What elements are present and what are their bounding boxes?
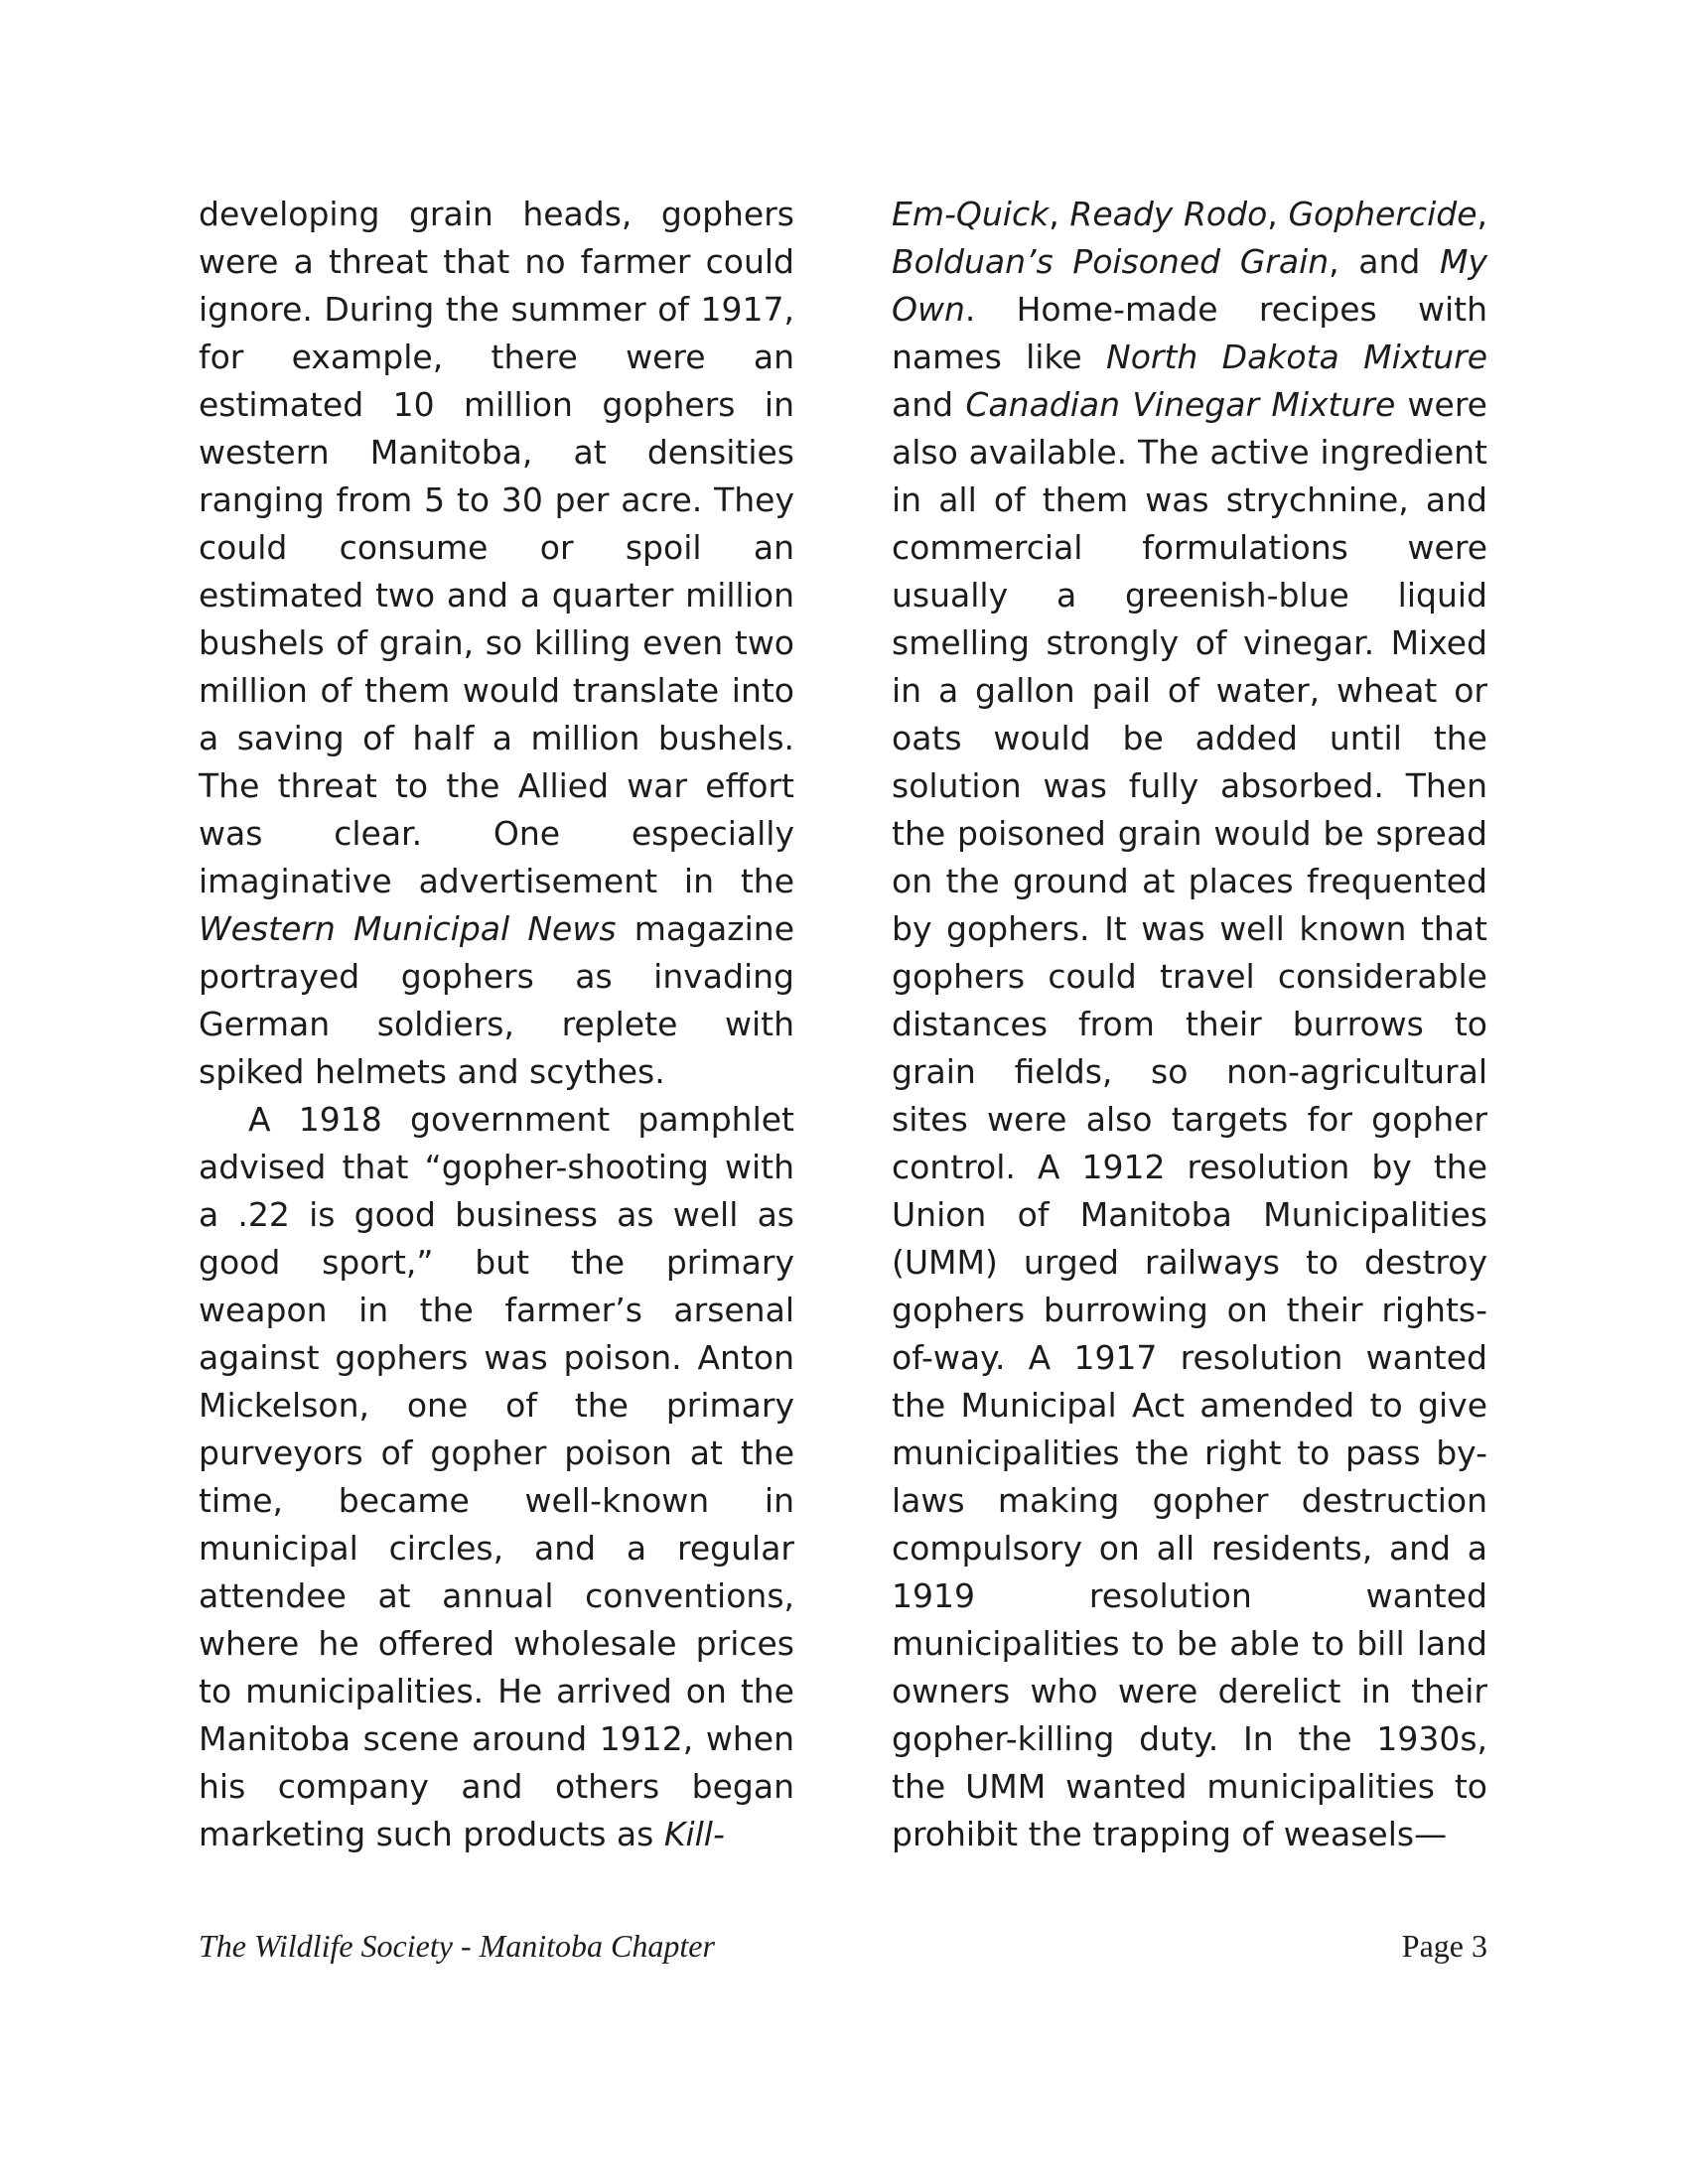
footer-publication: The Wildlife Society - Manitoba Chapter <box>199 1928 715 1964</box>
text-run: A 1918 government pamphlet advised that “gopher-shooting with a .22 is good business as well as good sport,” but the primary weapon in the farmer’s arsenal against gophers was poison. Anton Mickelson, one of the primary purveyors of gopher poison at the time, became well-known in municipal circles, and a regular attendee at annual conventions, where he offered wholesale prices to municipalities. He arrived on the Manitoba scene around 1912, when his company and others began marketing such products as <box>199 1100 794 1853</box>
text-run: , and <box>1329 242 1440 281</box>
italic-product-name: Bolduan’s Poisoned Grain <box>892 242 1330 281</box>
text-run: , <box>1477 195 1487 233</box>
text-run: , <box>1049 195 1070 233</box>
text-run: were also available. The active ingredient in all of them was strychnine, and commercial formulations were usually a greenish-blue liquid smelling strongly of vinegar. Mixed in a gallon pail of water, wheat or oats would be added until the solution was fully absorbed. Then the poisoned grain would be spread on the ground at places frequented by gophers. It was well known that gophers could travel considerable distances from their burrows to grain fields, so non-agricultural sites were also targets for gopher control. A 1912 resolution by the Union of Manitoba Municipalities (UMM) urged railways to destroy gophers burrowing on their rights-of-way. A 1917 resolution wanted the Municipal Act amended to give municipalities the right to pass by-laws making gopher destruction compulsory on all residents, and a 1919 resolution wanted municipalities to be able to bill land owners who were derelict in their gopher-killing duty. In the 1930s, the UMM wanted municipalities to prohibit the trapping of weasels— <box>892 385 1487 1853</box>
text-run: , <box>1267 195 1289 233</box>
italic-recipe-name: North Dakota Mixture <box>1106 338 1487 376</box>
italic-product-name: My Own <box>892 242 1487 329</box>
paragraph-gopher-threat <box>199 191 794 1096</box>
italic-product-name: Gophercide <box>1288 195 1477 233</box>
right-column <box>892 191 1487 1858</box>
text-run: developing grain heads, gophers were a threat that no farmer could ignore. During the summer of 1917, for example, there were an estimated 10 million gophers in western Manitoba, at densities ranging from 5 to 30 per acre. They could consume or spoil an estimated two and a quarter million bushels of grain, so killing even two million of them would translate into a saving of half a million bushels. The threat to the Allied war effort was clear. One especially imaginative advertisement in the <box>199 195 794 900</box>
italic-product-name: Ready Rodo <box>1069 195 1268 233</box>
left-column <box>199 191 794 1858</box>
text-run: magazine portrayed gophers as invading German soldiers, replete with spiked helmets and scythes. <box>199 909 794 1091</box>
text-run: and <box>892 385 966 424</box>
text-run: . Home-made recipes with names like <box>892 290 1487 376</box>
paragraph-gopher-poison <box>199 1096 794 1858</box>
italic-publication-title: Western Municipal News <box>199 909 617 948</box>
italic-product-name: Kill- <box>663 1815 725 1853</box>
footer-page-number: Page 3 <box>1401 1928 1487 1964</box>
paragraph-poison-products <box>892 191 1487 1858</box>
italic-recipe-name: Canadian Vinegar Mixture <box>965 385 1396 424</box>
italic-product-name: Em-Quick <box>892 195 1050 233</box>
